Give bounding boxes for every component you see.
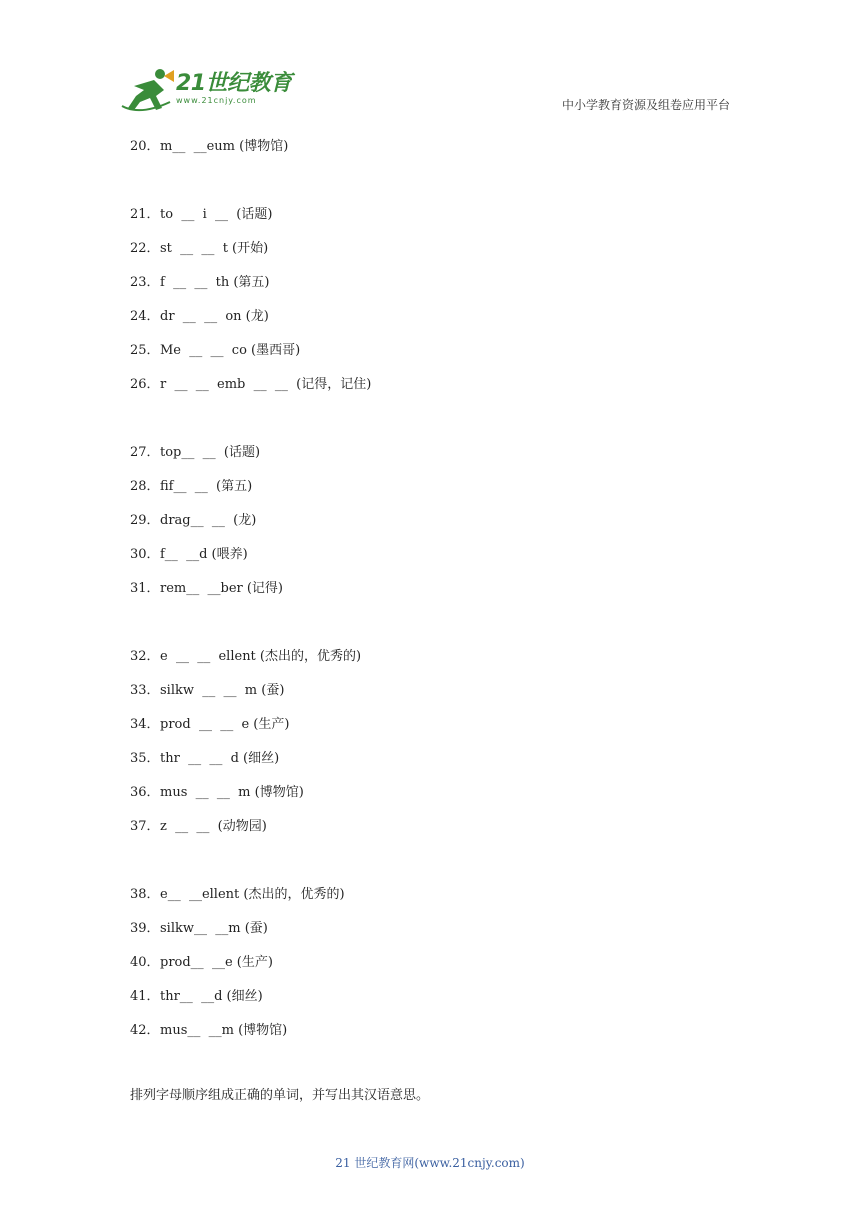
- exercise-item: [130, 375, 750, 409]
- item-text: prod__ __e (生产): [160, 955, 273, 970]
- item-number: 21．: [130, 207, 160, 222]
- item-text: Me __ __ co (墨西哥): [160, 343, 301, 358]
- exercise-item: [130, 919, 750, 953]
- platform-name: 中小学教育资源及组卷应用平台: [561, 98, 730, 112]
- runner-logo-icon: [120, 66, 176, 114]
- exercise-item: [130, 681, 750, 715]
- item-number: 41．: [130, 989, 160, 1004]
- item-number: 33．: [130, 683, 160, 698]
- item-text: z __ __ (动物园): [160, 819, 267, 834]
- section-instruction: 排列字母顺序组成正确的单词，并写出其汉语意思。: [130, 1088, 430, 1103]
- exercise-item: [130, 817, 750, 851]
- item-text: r __ __ emb __ __ (记得，记住): [160, 377, 372, 392]
- item-text: e __ __ ellent (杰出的，优秀的): [160, 649, 362, 664]
- logo-url: www.21cnjy.com: [176, 96, 257, 105]
- item-number: 34．: [130, 717, 160, 732]
- item-text: thr__ __d (细丝): [160, 989, 263, 1004]
- page-footer: 21 世纪教育网(www.21cnjy.com): [335, 1156, 525, 1170]
- item-number: 37．: [130, 819, 160, 834]
- item-text: prod __ __ e (生产): [160, 717, 290, 732]
- item-text: drag__ __ (龙): [160, 513, 257, 528]
- item-number: 27．: [130, 445, 160, 460]
- item-number: 20．: [130, 139, 160, 154]
- exercise-item: [130, 205, 750, 239]
- item-number: 23．: [130, 275, 160, 290]
- item-text: rem__ __ber (记得): [160, 581, 284, 596]
- page-header: [0, 0, 860, 120]
- exercise-item: [130, 477, 750, 511]
- item-text: f __ __ th (第五): [160, 275, 270, 290]
- exercise-item: [130, 749, 750, 783]
- exercise-item: [130, 511, 750, 545]
- exercise-item: [130, 885, 750, 919]
- item-text: mus __ __ m (博物馆): [160, 785, 304, 800]
- exercise-item: [130, 579, 750, 613]
- item-number: 32．: [130, 649, 160, 664]
- exercise-item: [130, 273, 750, 307]
- exercise-item: [130, 341, 750, 375]
- item-text: dr __ __ on (龙): [160, 309, 269, 324]
- item-number: 38．: [130, 887, 160, 902]
- exercise-item: [130, 987, 750, 1021]
- item-number: 29．: [130, 513, 160, 528]
- item-number: 25．: [130, 343, 160, 358]
- item-number: 40．: [130, 955, 160, 970]
- item-number: 24．: [130, 309, 160, 324]
- item-text: silkw__ __m (蚕): [160, 921, 268, 936]
- exercise-item: [130, 1021, 750, 1055]
- item-number: 22．: [130, 241, 160, 256]
- item-text: f__ __d (喂养): [160, 547, 248, 562]
- item-number: 36．: [130, 785, 160, 800]
- exercise-item: [130, 443, 750, 477]
- item-number: 35．: [130, 751, 160, 766]
- logo-text: 21世纪教育: [176, 71, 292, 96]
- item-number: 26．: [130, 377, 160, 392]
- site-logo: [120, 66, 300, 116]
- item-text: mus__ __m (博物馆): [160, 1023, 288, 1038]
- exercise-item: [130, 545, 750, 579]
- item-text: to __ i __ (话题): [160, 207, 273, 222]
- exercise-item: [130, 783, 750, 817]
- item-text: fif__ __ (第五): [160, 479, 253, 494]
- item-text: e__ __ellent (杰出的，优秀的): [160, 887, 345, 902]
- exercise-list: [130, 137, 750, 1055]
- exercise-item: [130, 715, 750, 749]
- item-text: top__ __ (话题): [160, 445, 261, 460]
- item-number: 42．: [130, 1023, 160, 1038]
- item-number: 30．: [130, 547, 160, 562]
- exercise-item: [130, 647, 750, 681]
- item-text: thr __ __ d (细丝): [160, 751, 280, 766]
- item-text: st __ __ t (开始): [160, 241, 269, 256]
- item-number: 28．: [130, 479, 160, 494]
- item-number: 31．: [130, 581, 160, 596]
- exercise-item: [130, 137, 750, 171]
- exercise-item: [130, 953, 750, 987]
- item-number: 39．: [130, 921, 160, 936]
- exercise-item: [130, 239, 750, 273]
- item-text: silkw __ __ m (蚕): [160, 683, 285, 698]
- exercise-item: [130, 307, 750, 341]
- item-text: m__ __eum (博物馆): [160, 139, 289, 154]
